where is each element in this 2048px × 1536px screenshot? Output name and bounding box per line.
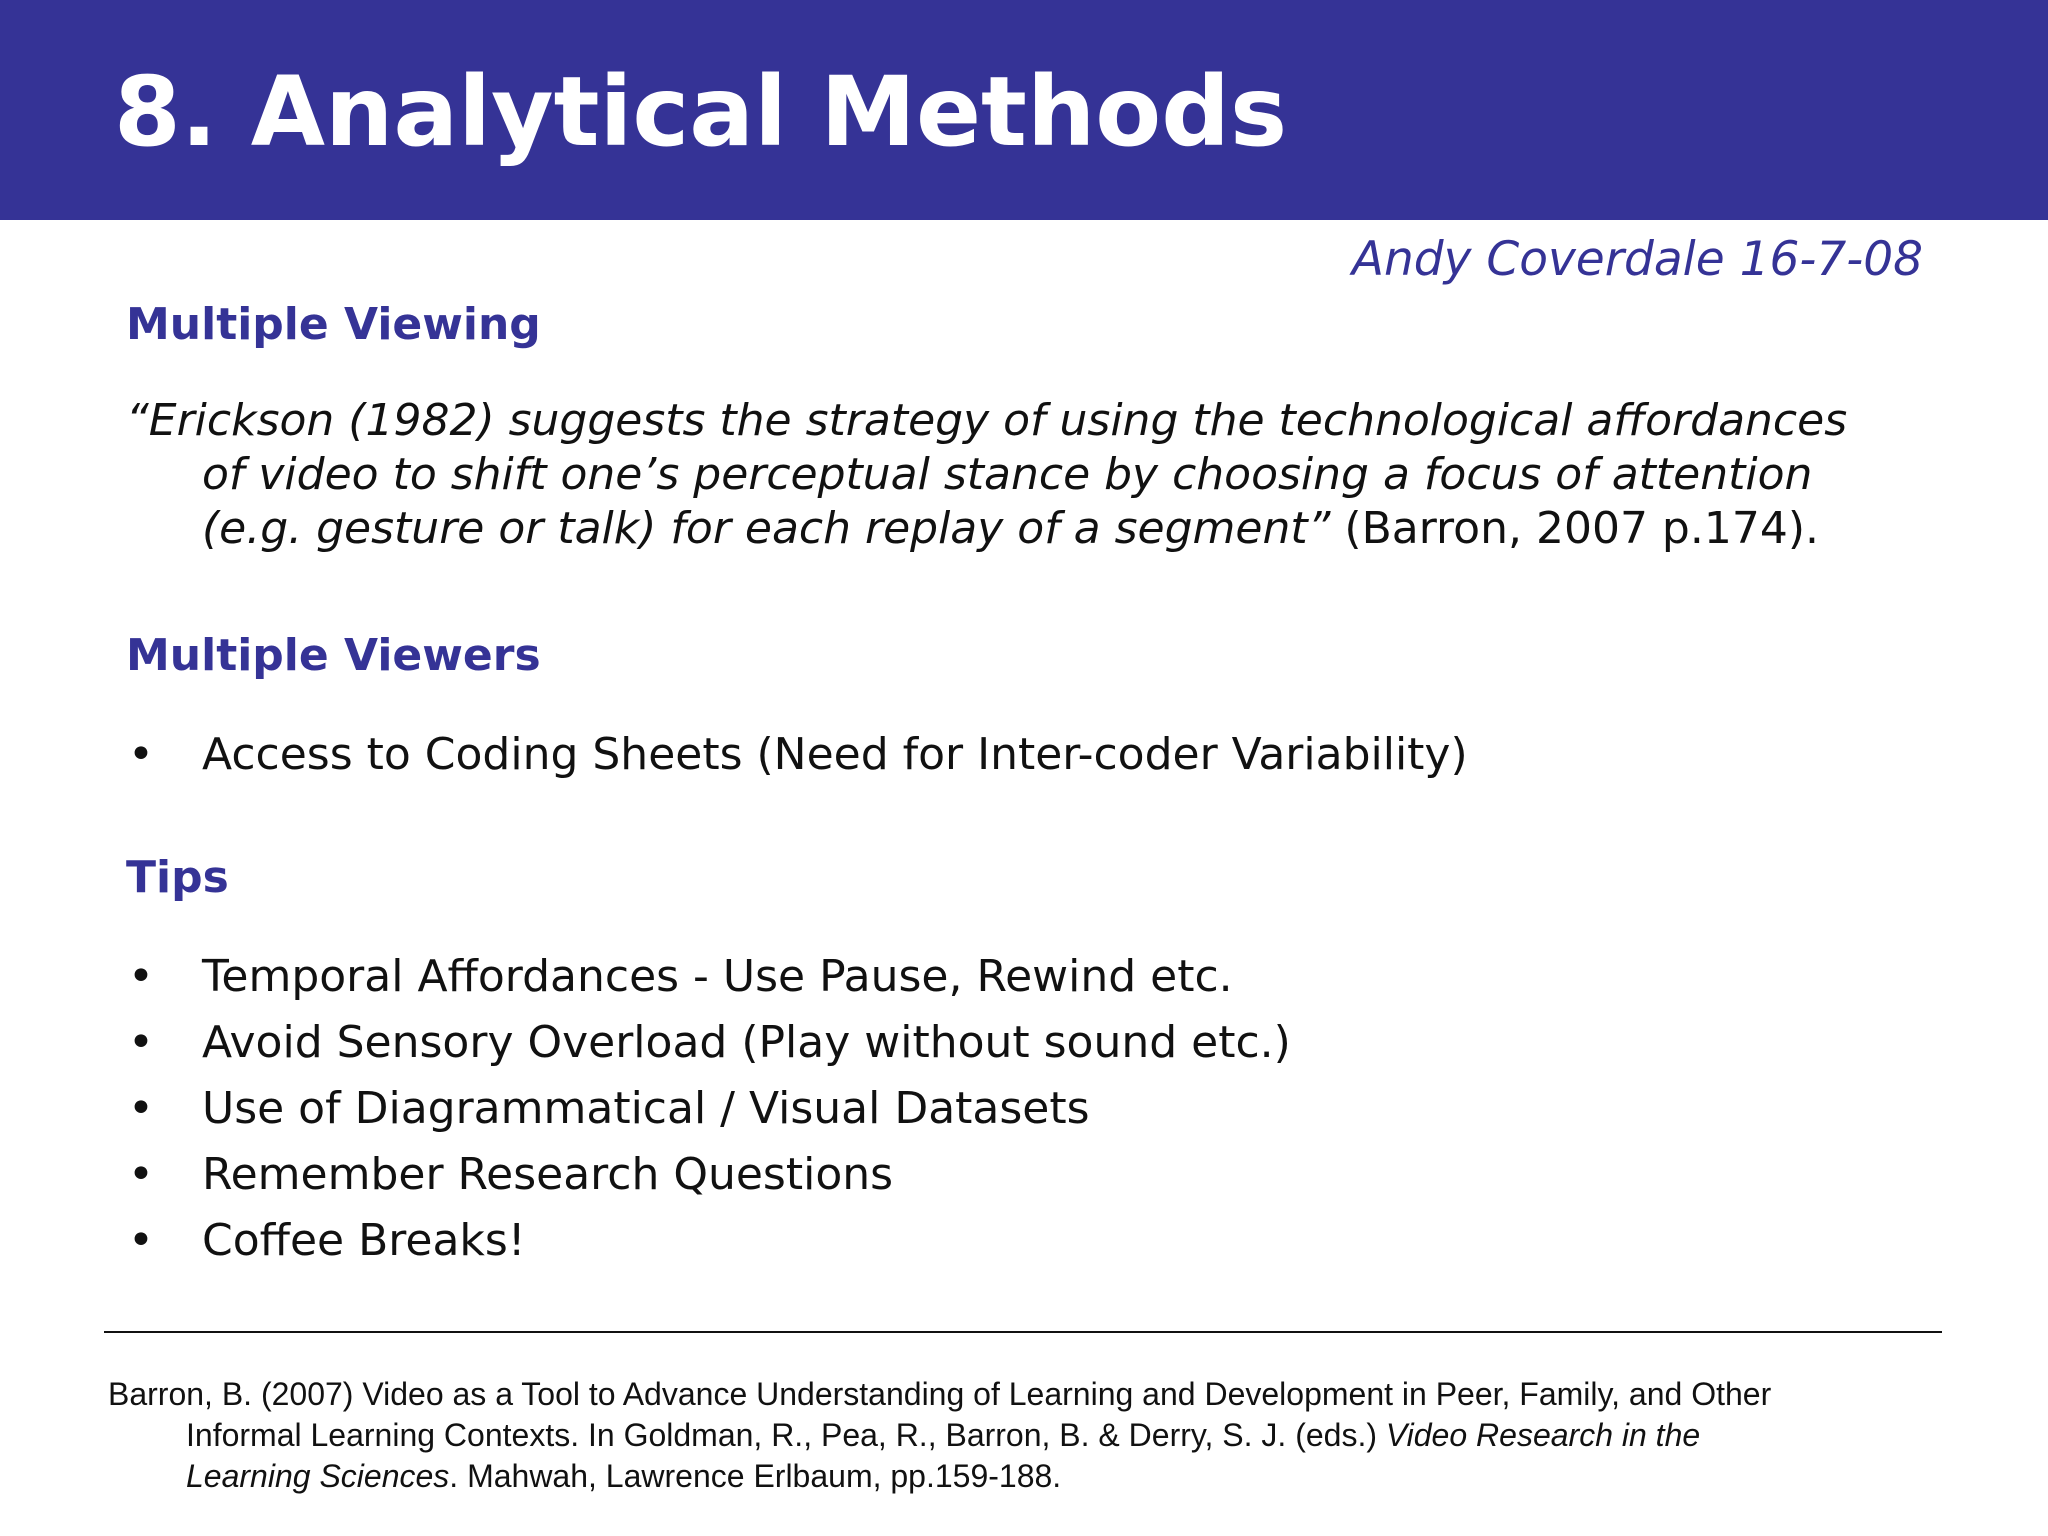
bullet-icon: • xyxy=(128,1215,154,1266)
heading-multiple-viewing: Multiple Viewing xyxy=(126,299,541,350)
quote-line-3-text: (e.g. gesture or talk) for each replay of a segment” xyxy=(202,503,1331,554)
slide-title: 8. Analytical Methods xyxy=(114,56,1288,168)
reference-book-title-end: Learning Sciences xyxy=(186,1458,450,1494)
bullet-icon: • xyxy=(128,1083,154,1134)
heading-tips: Tips xyxy=(126,852,229,903)
reference-publisher: . Mahwah, Lawrence Erlbaum, pp.159-188. xyxy=(449,1458,1062,1494)
list-item xyxy=(126,722,1468,788)
reference-line-1: Barron, B. (2007) Video as a Tool to Advance Understanding of Learning and Development in Peer, Family, and Other xyxy=(108,1376,1772,1412)
list-item xyxy=(126,1076,1291,1142)
list-item-text: Temporal Affordances - Use Pause, Rewind etc. xyxy=(202,951,1233,1002)
reference-line-2 xyxy=(108,1415,1968,1456)
list-item-text: Avoid Sensory Overload (Play without sound etc.) xyxy=(202,1017,1291,1068)
list-item xyxy=(126,944,1291,1010)
list-item xyxy=(126,1208,1291,1274)
bullet-icon: • xyxy=(128,729,154,780)
list-item xyxy=(126,1142,1291,1208)
reference-citation xyxy=(108,1374,1968,1497)
heading-multiple-viewers: Multiple Viewers xyxy=(126,630,541,681)
list-item xyxy=(126,1010,1291,1076)
bullet-icon: • xyxy=(128,1149,154,1200)
list-item-text: Use of Diagrammatical / Visual Datasets xyxy=(202,1083,1090,1134)
quote-line-1: “Erickson (1982) suggests the strategy of using the technological affordances xyxy=(126,395,1848,446)
quote-citation: (Barron, 2007 p.174). xyxy=(1330,503,1819,554)
list-item-text: Remember Research Questions xyxy=(202,1149,894,1200)
footnote-divider xyxy=(104,1331,1942,1333)
bullet-icon: • xyxy=(128,1017,154,1068)
list-item-text: Access to Coding Sheets (Need for Inter-coder Variability) xyxy=(202,729,1468,780)
tips-list xyxy=(126,944,1291,1274)
reference-line-3 xyxy=(108,1456,1968,1497)
reference-line-2-text: Informal Learning Contexts. In Goldman, R., Pea, R., Barron, B. & Derry, S. J. (eds.) xyxy=(186,1417,1386,1453)
bullet-icon: • xyxy=(128,951,154,1002)
author-date: Andy Coverdale 16-7-08 xyxy=(1351,232,1923,287)
reference-book-title-start: Video Research in the xyxy=(1385,1417,1701,1453)
list-item-text: Coffee Breaks! xyxy=(202,1215,526,1266)
quote-line-2: of video to shift one’s perceptual stance by choosing a focus of attention xyxy=(202,449,1813,500)
quote-line-3 xyxy=(126,502,1966,556)
erickson-quote xyxy=(126,394,1966,556)
multiple-viewers-list xyxy=(126,722,1468,788)
title-bar xyxy=(0,0,2048,220)
